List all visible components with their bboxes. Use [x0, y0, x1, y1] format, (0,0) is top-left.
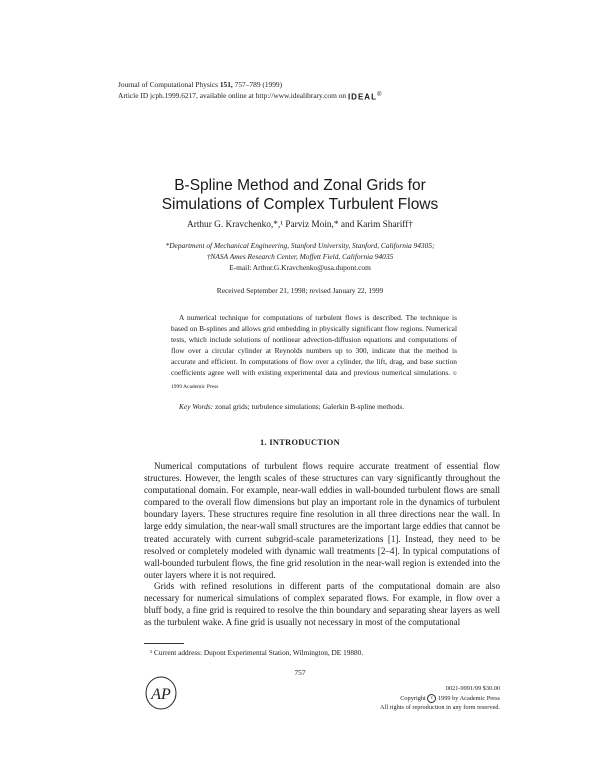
abstract-copyright: © 1999 Academic Press [171, 371, 457, 390]
paper-title [0, 176, 600, 214]
authors: Arthur G. Kravchenko,*,¹ Parviz Moin,* and Karim Shariff† [187, 220, 413, 230]
issn-price: 0021-9991/99 $30.00 [445, 685, 500, 692]
footnote-rule [144, 643, 184, 644]
journal-pages: 757–789 (1999) [234, 80, 283, 89]
article-id-text: Article ID jcph.1999.6217, available online at http://www.idealibrary.com on [118, 91, 347, 101]
ideal-logo-text: IDEAL [347, 92, 377, 102]
copyright-suffix: 1999 by Academic Press [437, 694, 500, 702]
paragraph-1: Numerical computations of turbulent flows require accurate treatment of essential flow structures. However, the length scales of these structures can vary significantly throughout the computational domain. For example, near-wall eddies in wall-bounded turbulent flows are small compared to the overall flow dimensions but play an important role in the dynamics of turbulent boundary layers. These structures require fine resolution in all three directions near the wall. In large eddy simulation, the near-wall small structures are the important large eddies that cannot be treated accurately with current subgrid-scale parameterizations [1]. Instead, they need to be resolved or completely modeled with dynamic wall treatments [2–4]. In typical computations of wall-bounded turbulent flows, the fine grid resolution in the near-wall region is extended into the outer layers where it is not required. [144, 461, 500, 580]
abstract [171, 312, 457, 393]
footnote: ¹ Current address: Dupont Experimental Station, Wilmington, DE 19880. [150, 648, 364, 657]
affiliation-1: *Department of Mechanical Engineering, Stanford University, Stanford, California 94305; [165, 241, 435, 250]
copyright-icon [427, 694, 436, 703]
keywords-label: Key Words: [179, 402, 214, 411]
paragraph-2: Grids with refined resolutions in different parts of the computational domain are also necessary for numerical simulations of complex separated flows. For example, in flow over a bluff body, a fine grid is required to resolve the thin boundary and separating shear layers as well as the turbulent wake. A fine grid is usually not necessary in most of the computational [144, 581, 500, 628]
keywords [171, 402, 471, 411]
author-email: E-mail: Arthur.G.Kravchenko@usa.dupont.com [229, 263, 371, 272]
article-id-line [118, 90, 382, 103]
journal-citation [118, 80, 282, 90]
page-number: 757 [294, 668, 306, 677]
copyright-line [380, 694, 500, 704]
journal-volume: 151, [219, 80, 233, 89]
keywords-text: zonal grids; turbulence simulations; Galerkin B-spline methods. [215, 402, 405, 411]
publisher-logo [144, 676, 178, 710]
title-line-1: B-Spline Method and Zonal Grids for [174, 177, 426, 194]
abstract-text: A numerical technique for computations of turbulent flows is described. The technique is based on B-splines and allows grid embedding in physically significant flow regions. Numerical tests, which include solutions of nonlinear advection-diffusion equations and computations of flow over a circular cylinder at Reynolds numbers up to 300, indicate that the method is accurate and efficient. In computations of flow over a cylinder, the lift, drag, and base suction coefficients agree well with existing experimental data and previous numerical simulations. [171, 313, 457, 377]
copyright-icon-letter: c [430, 695, 433, 701]
journal-name: Journal of Computational Physics [118, 80, 218, 89]
title-line-2: Simulations of Complex Turbulent Flows [161, 196, 439, 213]
copyright-block [380, 684, 500, 713]
ideal-logo-sup: ® [376, 92, 383, 98]
copyright-prefix: Copyright [400, 694, 426, 702]
section-heading: 1. INTRODUCTION [260, 438, 340, 447]
affiliations [0, 240, 600, 273]
publisher-logo-text: AP [151, 686, 171, 703]
ideal-logo [348, 90, 382, 103]
received-dates: Received September 21, 1998; revised January 22, 1999 [216, 286, 384, 295]
affiliation-2: †NASA Ames Research Center, Moffett Field, California 94035 [206, 252, 394, 261]
rights-line: All rights of reproduction in any form reserved. [380, 704, 500, 711]
